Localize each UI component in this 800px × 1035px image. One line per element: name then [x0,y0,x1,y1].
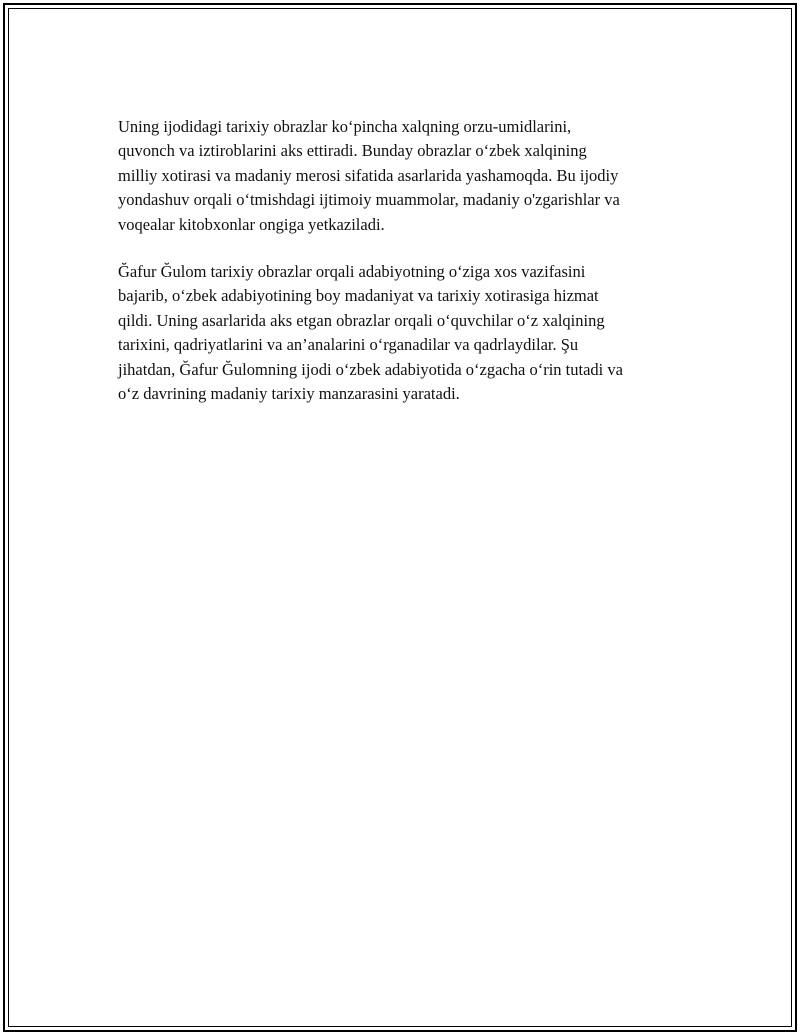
paragraph-line: Uning ijodidagi tarixiy obrazlar ko‘pincha xalqning orzu-umidlarini, [118,117,572,136]
paragraph-line: milliy xotirasi va madaniy merosi sifatida asarlarida yashamoqda. Bu ijodiy [118,165,619,185]
paragraph-line: Ğafur Ğulom tarixiy obrazlar orqali adabiyotning o‘ziga xos vazifasini [118,262,586,282]
paragraph-line: bajarib, o‘zbek adabiyotining boy madaniyat va tarixiy xotirasiga hizmat [118,286,599,306]
paragraph-line: o‘z davrining madaniy tarixiy manzarasini yaratadi. [118,384,460,404]
paragraph-1 [118,115,698,237]
paragraph-line: jihatdan, Ğafur Ğulomning ijodi o‘zbek adabiyotida o‘zgacha o‘rin tutadi va [118,359,623,379]
document-body [118,115,698,429]
paragraph-line: voqealar kitobxonlar ongiga yetkaziladi. [118,214,385,234]
paragraph-line: tarixini, qadriyatlarini va an’analarini o‘rganadilar va qadrlaydilar. Şu [118,335,579,355]
paragraph-line: quvonch va iztiroblarini aks ettiradi. Bunday obrazlar o‘zbek xalqining [118,141,587,161]
paragraph-line: yondashuv orqali o‘tmishdagi ijtimoiy muammolar, madaniy o'zgarishlar va [118,190,620,210]
paragraph-line: qildi. Uning asarlarida aks etgan obrazlar orqali o‘quvchilar o‘z xalqining [118,310,605,330]
paragraph-2 [118,260,698,406]
